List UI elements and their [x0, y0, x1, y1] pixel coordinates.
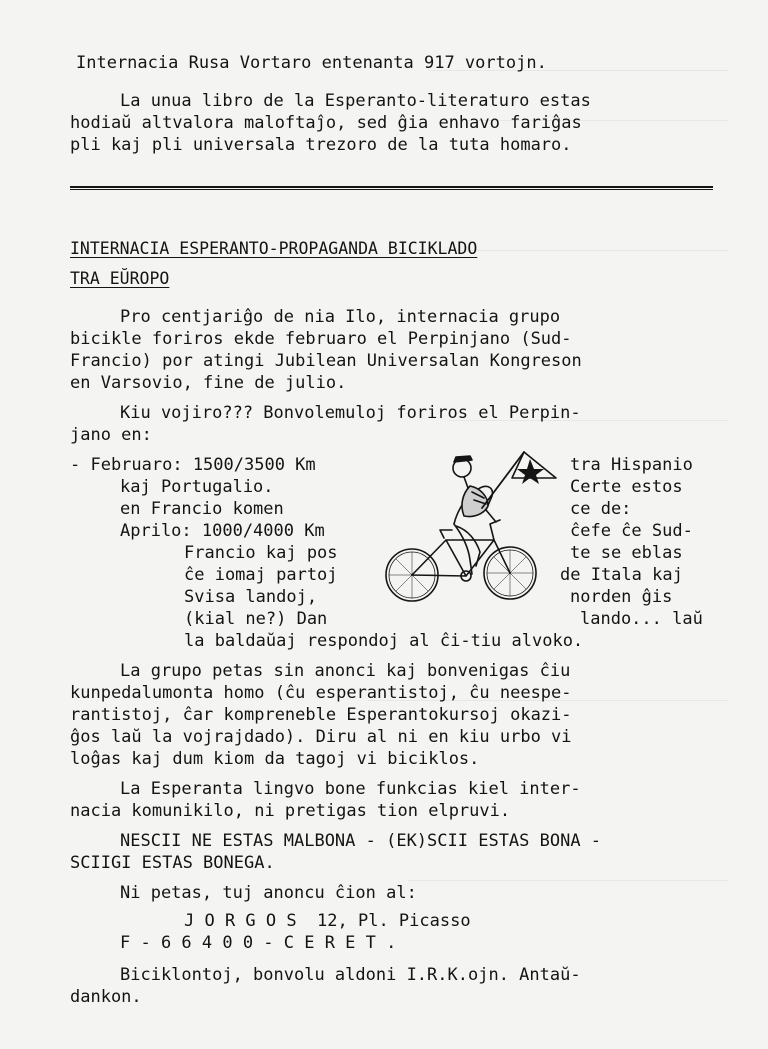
paragraph-line: Biciklontoj, bonvolu aldoni I.R.K.ojn. Antaŭ- [120, 965, 581, 985]
route-left-line: - Februaro: 1500/3500 Km [70, 455, 316, 475]
route-right-line: Certe estos [570, 477, 683, 497]
article-subheading: TRA EŬROPO [70, 269, 170, 288]
route-right-line: norden ĝis [570, 587, 673, 607]
route-left-line: kaj Portugalio. [120, 477, 274, 497]
route-left-line: Aprilo: 1000/4000 Km [120, 521, 325, 541]
route-left-line: Svisa landoj, [184, 587, 318, 607]
route-left-line: Francio kaj pos [184, 543, 338, 563]
desc-line: pli kaj pli universala trezoro de la tuta homaro. [70, 135, 572, 155]
contact-address: F - 6 6 4 0 0 - C E R E T . [120, 933, 397, 953]
paragraph-line: Ni petas, tuj anoncu ĉion al: [120, 883, 417, 903]
route-right-line: tra Hispanio [570, 455, 693, 475]
route-right-line: de Itala kaj [560, 565, 683, 585]
cyclist-with-star-flag-icon [384, 448, 559, 606]
route-right-line: ĉefe ĉe Sud- [570, 521, 693, 541]
paragraph-line: kunpedalumonta homo (ĉu esperantistoj, ĉu neespe- [70, 683, 572, 703]
paragraph-line: jano en: [70, 425, 152, 445]
slogan-line: SCIIGI ESTAS BONEGA. [70, 853, 275, 873]
paragraph-line: Kiu vojiro??? Bonvolemuloj foriros el Perpin- [120, 403, 581, 423]
paragraph-line: bicikle foriros ekde februaro el Perpinjano (Sud- [70, 329, 572, 349]
section-divider [70, 189, 713, 190]
desc-line: hodiaŭ altvalora maloftaĵo, sed ĝia enhavo fariĝas [70, 113, 582, 133]
route-left-line: (kial ne?) Dan [184, 609, 328, 629]
paragraph-line: rantistoj, ĉar kompreneble Esperantokursoj okazi- [70, 705, 572, 725]
route-right-line: te se eblas [570, 543, 683, 563]
vortaro-title: Internacia Rusa Vortaro entenanta 917 vortojn. [76, 53, 547, 73]
paragraph-line: nacia komunikilo, ni pretigas tion elpruvi. [70, 801, 511, 821]
desc-line: La unua libro de la Esperanto-literaturo estas [120, 91, 591, 111]
route-closing-line: la baldaŭaj respondoj al ĉi-tiu alvoko. [184, 631, 584, 651]
paragraph-line: La grupo petas sin anonci kaj bonvenigas ĉiu [120, 661, 571, 681]
article-heading: INTERNACIA ESPERANTO-PROPAGANDA BICIKLADO [70, 239, 478, 258]
paragraph-line: dankon. [70, 987, 142, 1007]
route-right-line: ce de: [570, 499, 632, 519]
section-divider [70, 186, 713, 188]
paragraph-line: Francio) por atingi Jubilean Universalan Kongreson [70, 351, 582, 371]
route-left-line: en Francio komen [120, 499, 284, 519]
paragraph-line: La Esperanta lingvo bone funkcias kiel inter- [120, 779, 581, 799]
route-right-line: lando... laŭ [580, 609, 703, 629]
slogan-line: NESCII NE ESTAS MALBONA - (EK)SCII ESTAS BONA - [120, 831, 602, 851]
paragraph-line: loĝas kaj dum kiom da tagoj vi biciklos. [70, 749, 480, 769]
paragraph-line: Pro centjariĝo de nia Ilo, internacia grupo [120, 307, 561, 327]
contact-address: J O R G O S 12, Pl. Picasso [184, 911, 471, 931]
route-left-line: ĉe iomaj partoj [184, 565, 338, 585]
paragraph-line: en Varsovio, fine de julio. [70, 373, 347, 393]
paragraph-line: ĝos laŭ la vojrajdado). Diru al ni en kiu urbo vi [70, 727, 572, 747]
